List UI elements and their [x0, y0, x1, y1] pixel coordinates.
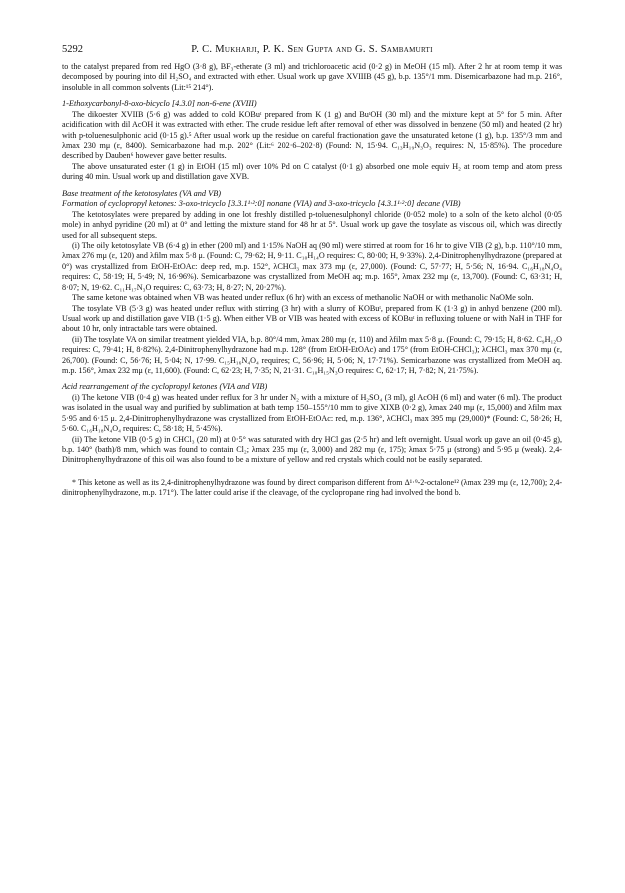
page-header: [62, 44, 562, 62]
journal-page: [62, 44, 562, 498]
footnote: * This ketone as well as its 2,4-dinitrophenylhydrazone was found by direct comparison different from Δ¹·⁹-2-octalone¹² (λmax 239 mμ (ε, 12,700); 2,4-dinitrophenylhydrazone, m.p. 171°). The latter could arise if the cleavage, of the cyclopropane ring had involved the bond b.: [62, 477, 562, 497]
section-base-treatment: [62, 189, 562, 377]
paragraph: (ii) The tosylate VA on similar treatment yielded VIA, b.p. 80°/4 mm, λmax 280 mμ (ε, 110) and λfilm max 5·8 μ. (Found: C, 79·15; H, 8·62. C₉H₁₂O requires: C, 79·41; H, 8·82%). 2,4-Dinitrophenylhydrazone had m.p. 128° (from EtOH-EtOAc) and 175° (from EtOH-CHCl₃); λCHCl₃ max 370 mμ (ε, 26,700). (Found: C, 56·76; H, 5·04; N, 17·99. C₁₅H₁₆N₄O₄ requires; C, 56·96; H, 5·06; N, 17·71%). Semicarbazone was crystallized from MeOH aq. m.p. 156°, λmax 232 mμ (ε, 11,600). (Found: C, 62·23; H, 7·35; N, 21·31. C₁₀H₁₅N₃O requires: C, 62·17; H, 7·82; N, 21·75%).: [62, 334, 562, 375]
intro-block: [62, 62, 562, 93]
section-acid-rearrangement: [62, 382, 562, 465]
paragraph: The same ketone was obtained when VB was heated under reflux (6 hr) with an excess of methanolic NaOH or with methanolic NaOMe soln.: [72, 293, 534, 303]
paragraph: (ii) The ketone VIB (0·5 g) in CHCl₃ (20 ml) at 0·5° was saturated with dry HCl gas (2·5 hr) and left overnight. Usual work up gave an oil (0·45 g), b.p. 140° (bath)/8 mm, which was found to contain Cl₂; λmax 235 mμ (ε, 3,000) and 282 mμ (ε, 175); λmax 5·75 μ (strong) and 5·95 μ (weak). 2,4-Dinitrophenylhydrazone of this oil was also found to be a mixture of yellow and red crystals which could not be easily separated.: [62, 434, 562, 465]
section-heading: Acid rearrangement of the cyclopropyl ketones (VIA and VIB): [62, 382, 268, 392]
paragraph: The tosylate VB (5·3 g) was heated under reflux with stirring (3 hr) with a slurry of KOBuᵗ, prepared from K (1·3 g) in anhyd benzene (200 ml). Usual work up and distillation gave VIB (1·5 g). When either VB or VIB was heated with excess of KOBuᵗ in refluxing toluene or with NaH in THF for about 10 hr, only intractable tars were obtained.: [62, 303, 562, 334]
footnote-block: [62, 478, 562, 498]
section-heading: 1-Ethoxycarbonyl-8-oxo-bicyclo [4.3.0] non-6-ene (XVIII): [62, 99, 257, 109]
paragraph: (i) The ketone VIB (0·4 g) was heated under reflux for 3 hr under N₂ with a mixture of H₂SO₄ (3 ml), gl AcOH (6 ml) and water (6 ml). The product was isolated in the usual way and purified by sublimation at bath temp 150–155°/10 mm to give XIXB (0·2 g), λmax 240 mμ (ε, 15,000) and λfilm max 5·95 and 6·15 μ. 2,4-Dinitrophenylhydrazone was crystallized from EtOH-EtOAc: red, m.p. 136°, λCHCl₃ max 395 mμ (29,000)* (Found: C, 58·26; H, 5·60. C₁₆H₁₈N₄O₄ requires: C, 58·18; H, 5·45%).: [62, 392, 562, 434]
paragraph: The above unsaturated ester (1 g) in EtOH (15 ml) over 10% Pd on C catalyst (0·1 g) absorbed one mole equiv H₂ at room temp and atom press during 40 min. Usual work up and distillation gave XVB.: [62, 161, 562, 182]
paragraph: The ketotosylates were prepared by adding in one lot freshly distilled p-toluenesulphonyl chloride (0·052 mole) to a soln of the keto alchol (0·05 mole) in anhyd pyridine (20 ml) at 0° and letting the mixture stand for 48 hr at 5°. Usual work up gave the tosylate as viscous oil, which was directly used for all subsequent steps.: [62, 209, 562, 240]
intro-paragraph: to the catalyst prepared from red HgO (3·8 g), BF₃-etherate (3 ml) and trichloroacetic acid (0·2 g) in MeOH (15 ml). After 2 hr at room temp it was decomposed by pouring into dil H₂SO₄ and extracted with ether. Usual work up gave XVIIIB (45 g), b.p. 135°/1 mm. Disemicarbazone had m.p. 216°, insoluble in all common solvents (Lit:¹⁵ 214°).: [62, 62, 562, 92]
section-ethoxycarbonyl: [62, 99, 562, 182]
running-head: P. C. Mukharji, P. K. Sen Gupta and G. S. Sambamurti: [191, 44, 433, 55]
paragraph: The dikoester XVIIB (5·6 g) was added to cold KOBuᵗ prepared from K (1 g) and BuᵗOH (30 ml) and the mixture kept at 5° for 5 min. After acidification with dil AcOH it was extracted with ether. The crude residue left after removal of ether was dissolved in benzene (50 ml) and heated (2 hr) with p-toluenesulphonic acid (0·15 g).⁵ After usual work up the residue on careful fractionation gave the unsaturated ketone (1 g), b.p. 135°/3 mm and λmax 230 mμ (ε, 8400). Semicarbazone had m.p. 202° (Lit:⁶ 202·6–202·8) (Found: N, 15·94. C₁₃H₁₉N₃O₃ requires: N, 15·85%). The procedure described by Dauben⁶ however gave better results.: [62, 109, 562, 161]
paragraph: (i) The oily ketotosylate VB (6·4 g) in ether (200 ml) and 1·15% NaOH aq (90 ml) were stirred at room for 16 hr to give VIB (2 g), b.p. 110°/10 mm, λmax 276 mμ (ε, 120) and λfilm max 5·8 μ. (Found: C, 79·62; H, 9·11. C₁₀H₁₄O requires: C, 80·00; H, 9·33%). 2,4-Dinitrophenylhydrazone (prepared at 0°) was crystallized from EtOH-EtOAc: deep red, m.p. 152°, λCHCl₃ max 373 mμ (ε, 27,000). (Found: C, 57·77; H, 5·56; N, 16·94. C₁₆H₁₈N₄O₄ requires: C, 58·19; H, 5·49; N, 16·96%). Semicarbazone was crystallized from MeOH aq; m.p. 165°, λmax 232 mμ (ε, 13,700). (Found: C, 63·31; H, 8·07; N, 19·62. C₁₁H₁₇N₃O requires: C, 63·73; H, 8·27; N, 20·27%).: [62, 241, 562, 292]
page-number: 5292: [62, 44, 83, 55]
section-heading: Base treatment of the ketotosylates (VA and VB): [62, 188, 222, 198]
section-subheading: Formation of cyclopropyl ketones: 3-oxo-tricyclo [3.3.1¹·²:0] nonane (VIA) and 3-oxo-tricyclo [4.3.1¹·²:0] decane (VIB): [62, 199, 461, 209]
